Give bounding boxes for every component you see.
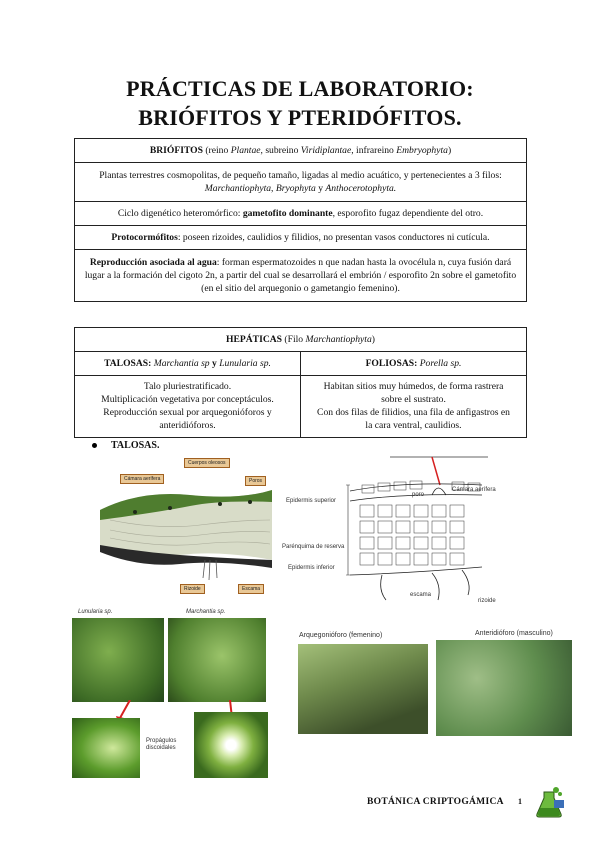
briofitos-row-ciclo [75, 202, 527, 226]
genus-name: Lunularia sp. [219, 358, 271, 369]
heading-text: (reino [202, 145, 231, 156]
label-rizoide: Rizoide [180, 584, 205, 594]
label-poros: Poros [245, 476, 266, 486]
row-text: Ciclo digenético heteromórfico: [117, 208, 243, 219]
hepaticas-table [74, 327, 527, 438]
heading-text: ) [447, 145, 452, 156]
label-camara-aerifera-2: Cámara aerífera [452, 487, 496, 493]
label-propagulos: Propágulos discoidales [146, 738, 177, 751]
bullet-label: TALOSAS. [111, 440, 160, 451]
hepaticas-heading [75, 328, 527, 352]
genus-name: Marchantia sp [153, 358, 210, 369]
foliosas-header [301, 352, 527, 376]
conceptaculo-photo-2 [194, 712, 268, 778]
filo-name: Anthocerotophyta. [325, 183, 397, 194]
col-bold: TALOSAS: [104, 358, 154, 369]
label-anteridioforo: Anteridióforo (masculino) [475, 630, 553, 637]
label-poro: poro [412, 492, 425, 498]
label-escama-2: escama [410, 592, 432, 598]
talosas-header [75, 352, 301, 376]
briofitos-heading [75, 139, 527, 163]
infrareino-name: Embryophyta [396, 145, 448, 156]
heading-text: ) [371, 334, 375, 345]
hepaticas-heading-bold: HEPÁTICAS [226, 334, 283, 345]
title-line-2: BRIÓFITOS Y PTERIDÓFITOS. [138, 105, 462, 130]
row-text: Plantas terrestres cosmopolitas, de pequeño tamaño, ligadas al medio acuático, y pertenecientes a 3 filos: [99, 170, 502, 181]
subreino-name: Viridiplantae [300, 145, 352, 156]
label-arquegonioforo: Arquegonióforo (femenino) [299, 632, 383, 639]
briofitos-heading-bold: BRIÓFITOS [149, 145, 203, 156]
row-bold: gametofito dominante [242, 208, 333, 219]
row-text: y [315, 183, 326, 194]
briofitos-row-reproduccion [75, 250, 527, 302]
anteridioforo-photo [436, 640, 572, 736]
conceptaculo-photo-1 [72, 718, 140, 778]
page-title [0, 74, 600, 132]
label-rizoide-2: rizoide [478, 598, 496, 604]
filo-name: Marchantiophyta [305, 334, 372, 345]
reino-name: Plantae [230, 145, 261, 156]
row-text: , esporofito fugaz dependiente del otro. [332, 208, 484, 219]
row-bold: Protocormófitos [111, 232, 178, 243]
label-marchantia: Marchantia sp. [186, 609, 226, 615]
briofitos-row-protocormofitos [75, 226, 527, 250]
col-bold: FOLIOSAS: [365, 358, 420, 369]
talosas-bullet [92, 440, 159, 451]
filo-name: Bryophyta [275, 183, 316, 194]
label-parenquima: Parénquima de reserva [282, 544, 345, 550]
genus-name: Porella sp. [419, 358, 462, 369]
lunularia-photo [72, 618, 164, 702]
talosas-body: Talo pluriestratificado. Multiplicación vegetativa por conceptáculos. Reproducción sexual por arquegonióforos y anteridióforos. [75, 376, 301, 438]
marchantia-photo [168, 618, 266, 702]
row-text: , [271, 183, 276, 194]
flask-logo-icon [534, 786, 566, 820]
page-number: 1 [518, 797, 522, 806]
filo-name: Marchantiophyta [204, 183, 272, 194]
title-line-1: PRÁCTICAS DE LABORATORIO: [126, 76, 474, 101]
row-text: : poseen rizoides, caulidios y filidios, no presentan vasos conductores ni cutícula. [177, 232, 490, 243]
thallus-diagram [282, 455, 504, 605]
arquegonioforo-photo [298, 644, 428, 734]
bullet-dot-icon [92, 443, 97, 448]
briofitos-table [74, 138, 527, 302]
row-bold: Reproducción asociada al agua [89, 257, 217, 268]
briofitos-row-filos [75, 163, 527, 202]
footer-title: BOTÁNICA CRIPTOGÁMICA [367, 797, 504, 807]
label-camara-aerifera: Cámara aerífera [120, 474, 164, 484]
foliosas-body: Habitan sitios muy húmedos, de forma rastrera sobre el sustrato. Con dos filas de filidios, una fila de anfigastros en la cara ventral, caulidios. [301, 376, 527, 438]
heading-text: (Filo [282, 334, 306, 345]
heading-text: , subreino [260, 145, 301, 156]
label-lunularia: Lunularia sp. [78, 609, 113, 615]
row-text: : forman espermatozoides n que nadan hasta la ovocélula n, cuya fusión dará lugar a la formación del cigoto 2n, a partir del cual se desarrollará el embrión / esporofito 2n sobre el gametofito (en el sitio del arquegonio o gametangio femenino). [84, 257, 517, 294]
label-cuerpos-oleosos: Cuerpos oleosos [184, 458, 230, 468]
label-epidermis-inferior: Epidermis inferior [288, 565, 335, 571]
label-epidermis-superior: Epidermis superior [286, 498, 337, 504]
col-bold: y [209, 358, 220, 369]
heading-text: , infrareino [351, 145, 397, 156]
label-escama: Escama [238, 584, 264, 594]
